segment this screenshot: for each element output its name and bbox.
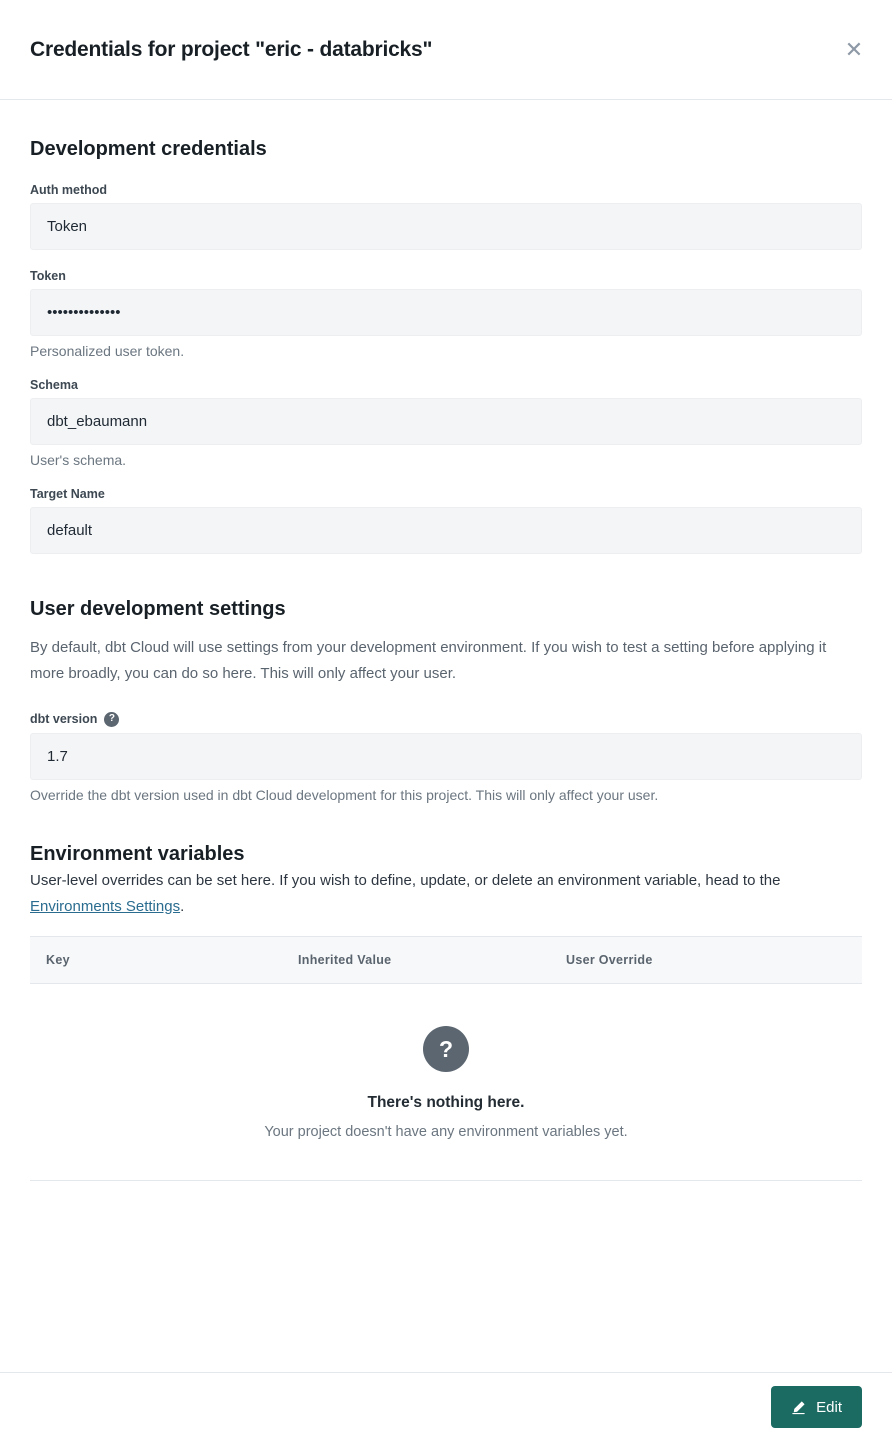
column-header-inherited-value: Inherited Value — [298, 953, 392, 967]
user-development-settings-heading: User development settings — [30, 598, 286, 620]
token-help-text: Personalized user token. — [30, 343, 185, 359]
empty-state-subtitle: Your project doesn't have any environment variables yet. — [264, 1124, 628, 1140]
environments-settings-link[interactable]: Environments Settings — [30, 897, 181, 915]
environment-variables-description — [30, 868, 840, 921]
modal-footer — [0, 1372, 892, 1441]
token-label: Token — [30, 269, 66, 283]
page-title: Credentials for project "eric - databricks" — [30, 37, 433, 61]
pencil-icon — [791, 1400, 806, 1415]
edit-button-label: Edit — [816, 1398, 842, 1416]
dbt-version-input[interactable]: 1.7 — [30, 733, 862, 780]
column-header-user-override: User Override — [566, 953, 653, 967]
target-name-label: Target Name — [30, 487, 105, 501]
question-mark-icon: ? — [423, 1026, 469, 1072]
column-header-key: Key — [46, 953, 70, 967]
schema-help-text: User's schema. — [30, 452, 127, 468]
field-dbt-version — [30, 712, 862, 803]
schema-label: Schema — [30, 378, 78, 392]
field-token — [30, 269, 862, 359]
token-input[interactable]: •••••••••••••• — [30, 289, 862, 336]
field-target-name — [30, 487, 862, 554]
help-icon[interactable]: ? — [104, 712, 119, 727]
field-schema — [30, 378, 862, 468]
empty-state — [30, 984, 862, 1181]
dbt-version-label — [30, 712, 862, 727]
close-icon[interactable]: ✕ — [838, 34, 870, 66]
environment-variables-heading: Environment variables — [30, 842, 245, 865]
empty-state-title: There's nothing here. — [367, 1094, 525, 1111]
edit-button[interactable] — [771, 1386, 862, 1428]
modal-body — [0, 100, 892, 1372]
environment-variables-table-header — [30, 936, 862, 984]
auth-method-input[interactable]: Token — [30, 203, 862, 250]
modal-header — [0, 0, 892, 100]
dbt-version-help-text: Override the dbt version used in dbt Cloud development for this project. This will only affect your user. — [30, 786, 659, 803]
development-credentials-heading: Development credentials — [30, 138, 267, 160]
user-development-settings-description: By default, dbt Cloud will use settings from your development environment. If you wish to test a setting before applying it more broadly, you can do so here. This will only affect your user. — [30, 639, 827, 683]
auth-method-label: Auth method — [30, 183, 108, 197]
env-desc-after-link: . — [180, 897, 185, 915]
field-auth-method — [30, 183, 862, 250]
env-desc-before-link: User-level overrides can be set here. If you wish to define, update, or delete an environment variable, head to the — [30, 871, 781, 889]
schema-input[interactable]: dbt_ebaumann — [30, 398, 862, 445]
target-name-input[interactable]: default — [30, 507, 862, 554]
dbt-version-label-text: dbt version — [30, 712, 98, 726]
